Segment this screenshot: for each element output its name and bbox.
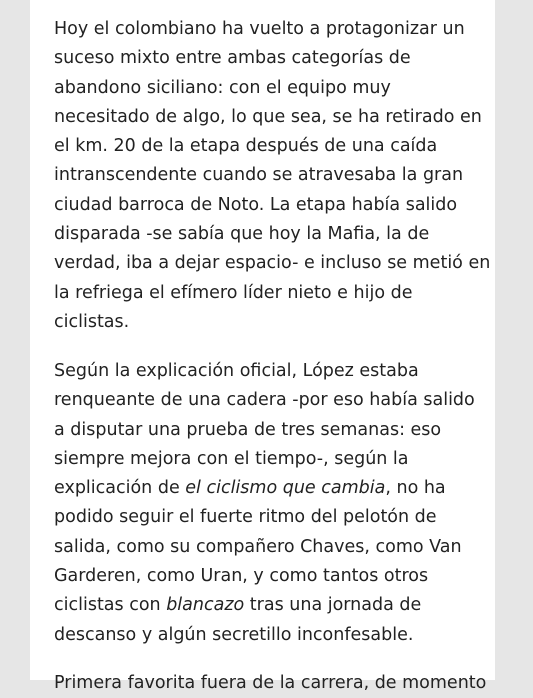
paragraph-line <box>54 220 474 249</box>
text-segment: renqueante de una cadera -por eso había salido <box>54 390 475 411</box>
text-segment: Hoy el colombiano ha vuelto a protagonizar un <box>54 19 465 39</box>
text-segment: , no ha <box>385 478 446 499</box>
text-segment: abandono siciliano: con el equipo muy <box>54 77 391 98</box>
paragraph-line <box>54 445 474 474</box>
paragraph-line <box>54 416 474 445</box>
text-segment: la refriega el efímero líder nieto e hijo de <box>54 282 413 303</box>
text-segment: ciudad barroca de Noto. La etapa había salido <box>54 194 458 215</box>
text-segment: ciclistas. <box>54 311 130 332</box>
scrollbar[interactable] <box>489 0 495 680</box>
italic-text: el ciclismo que cambia <box>185 478 386 499</box>
paragraph-line <box>54 191 474 220</box>
article-page <box>30 0 495 693</box>
text-segment: suceso mixto entre ambas categorías de <box>54 48 411 69</box>
paragraph-line <box>54 249 491 278</box>
paragraph-line <box>54 621 474 650</box>
text-segment: disparada -se sabía que hoy la Mafia, la de <box>54 224 430 245</box>
paragraph-line <box>54 591 474 620</box>
paragraph-line <box>54 386 474 415</box>
italic-text: blancazo <box>166 595 245 616</box>
text-segment: salida, como su compañero Chaves, como Van <box>54 536 462 557</box>
text-segment: verdad, iba a dejar espacio- e incluso se metió en <box>54 253 491 274</box>
text-segment: Según la explicación oficial, López estaba <box>54 361 419 381</box>
paragraph-line <box>54 15 474 44</box>
text-segment: podido seguir el fuerte ritmo del pelotón de <box>54 507 437 528</box>
paragraph-line <box>54 308 474 337</box>
paragraph-line <box>54 44 474 73</box>
paragraph-line <box>54 132 474 161</box>
paragraph-line <box>54 669 487 698</box>
text-segment: tras una jornada de <box>244 595 422 616</box>
paragraph-line <box>54 74 474 103</box>
text-segment: explicación de <box>54 478 186 499</box>
paragraph-line <box>54 503 474 532</box>
text-segment: necesitado de algo, lo que sea, se ha retirado en <box>54 106 482 127</box>
paragraph-line <box>54 161 474 190</box>
text-segment: descanso y algún secretillo inconfesable. <box>54 624 414 645</box>
paragraph-line <box>54 474 474 503</box>
text-segment: Garderen, como Uran, y como tantos otros <box>54 566 429 587</box>
paragraph-line <box>54 357 474 386</box>
article-paragraph-2 <box>54 357 474 650</box>
text-segment: intranscendente cuando se atravesaba la gran <box>54 165 464 186</box>
text-segment: el km. 20 de la etapa después de una caída <box>54 136 438 157</box>
paragraph-line <box>54 103 482 132</box>
paragraph-line <box>54 562 474 591</box>
paragraph-line <box>54 279 474 308</box>
paragraph-line <box>54 533 474 562</box>
article-paragraph-3 <box>54 669 487 698</box>
text-segment: Primera favorita fuera de la carrera, de momento <box>54 673 487 693</box>
text-segment: ciclistas con <box>54 595 167 616</box>
text-segment: siempre mejora con el tiempo-, según la <box>54 448 409 469</box>
text-segment: a disputar una prueba de tres semanas: eso <box>54 419 442 440</box>
article-paragraph-1 <box>54 15 491 337</box>
